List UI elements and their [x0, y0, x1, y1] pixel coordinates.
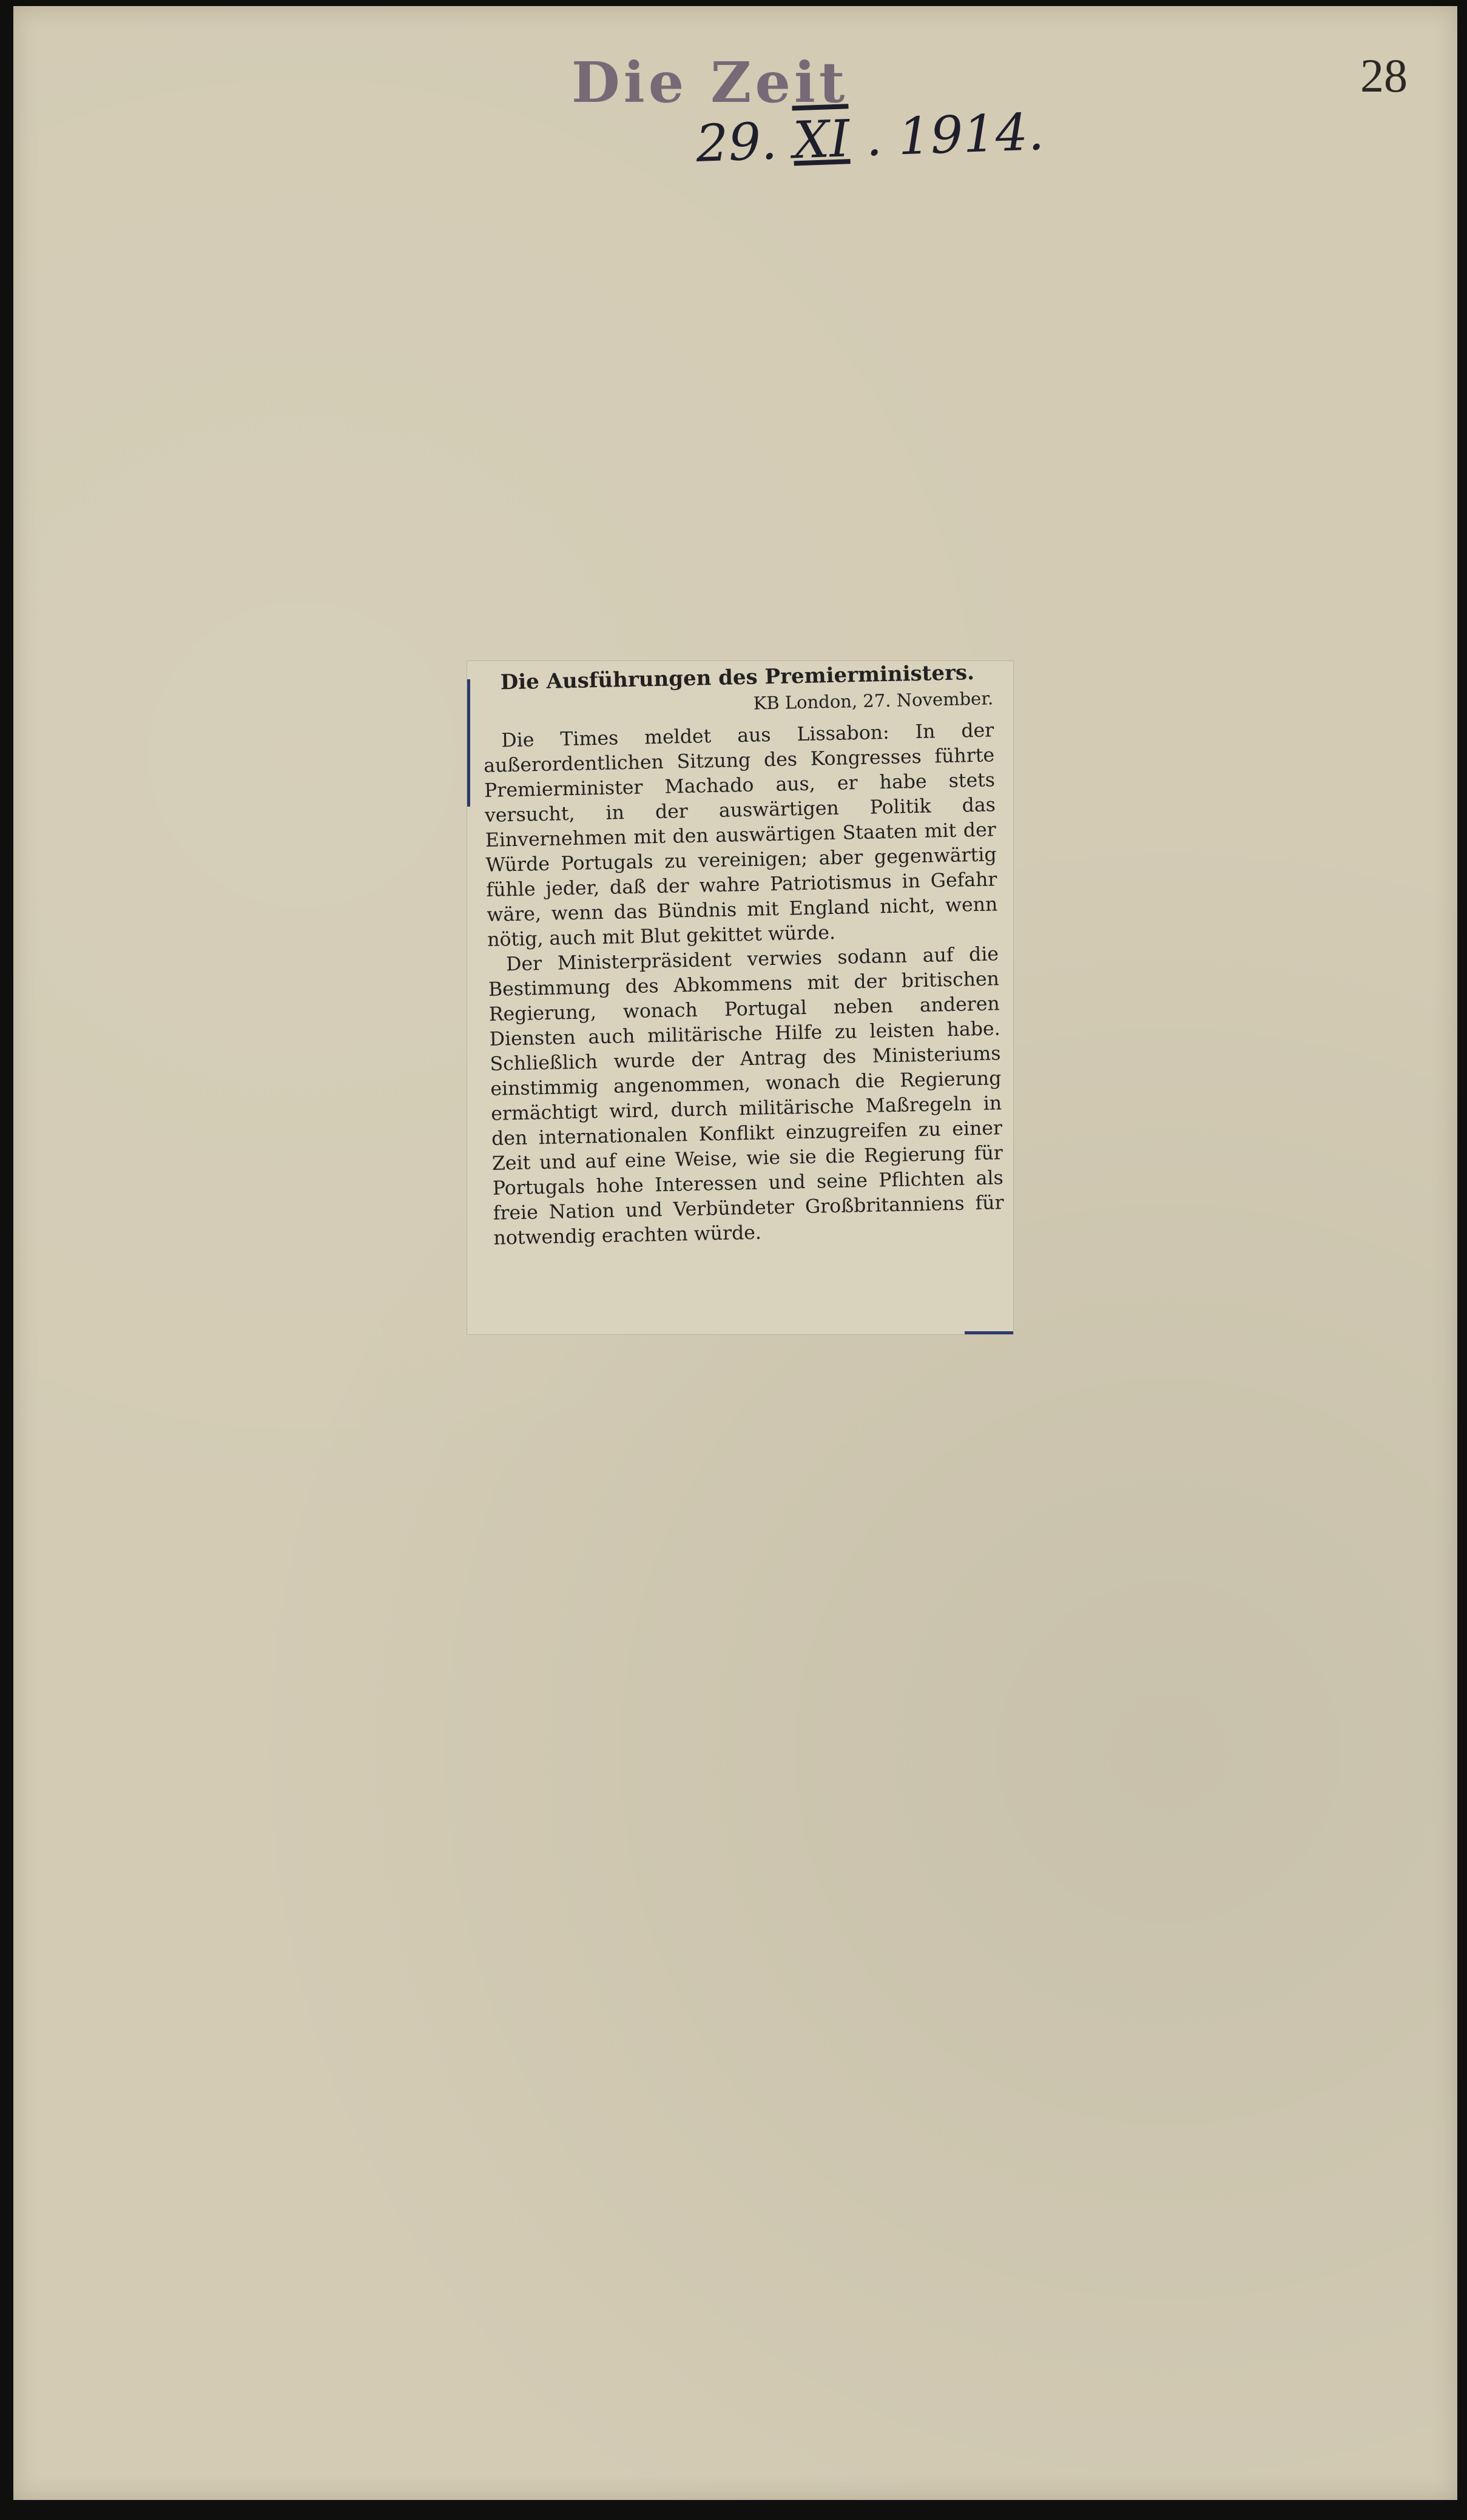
page-number: 28 [1360, 49, 1408, 102]
date-year: . 1914. [865, 102, 1045, 168]
clipping-paragraph: Der Ministerpräsident verwies sodann auf die Bestimmung des Abkommens mit der britischen Regierung, wonach Portugal neben anderen Diensten auch militärische Hilfe zu leisten habe. Schließlich wurde der Antrag des Ministeriums einstimmig angenommen, wonach die Regierung ermächtigt wird, durch militärische Maßregeln in den internationalen Konflikt einzugreifen zu einer Zeit und auf eine Weise, wie sie die Regierung für Portugals hohe Interessen und seine Pflichten als freie Nation und Verbündeter Großbritanniens für notwendig erachten würde. [488, 943, 1004, 1249]
clipping-ink-edge [467, 679, 470, 807]
clipping-headline: Die Ausführungen des Premierministers. [500, 660, 975, 695]
date-month: XI [792, 109, 851, 170]
clipping-paragraph: Die Times meldet aus Lissabon: In der außerordentlichen Sitzung des Kongresses führte Premierminister Machado aus, er habe stets versucht, in der auswärtigen Politik das Einvernehmen mit den auswärtigen Staaten mit der Würde Portugals zu vereinigen; aber gegenwärtig fühle jeder, daß der wahre Patriotismus in Gefahr wäre, wenn das Bündnis mit England nicht, wenn nötig, auch mit Blut gekittet würde. [483, 719, 998, 951]
clipping-dateline: KB London, 27. November. [753, 688, 994, 714]
clipping-ink-edge [965, 1331, 1013, 1334]
clipping-text [482, 660, 1005, 1251]
date-day: 29. [695, 111, 778, 173]
newspaper-clipping [467, 661, 1013, 1334]
newspaper-stamp: Die Zeit [572, 50, 849, 115]
archive-sheet [13, 6, 1457, 2500]
handwritten-date [695, 102, 1045, 173]
